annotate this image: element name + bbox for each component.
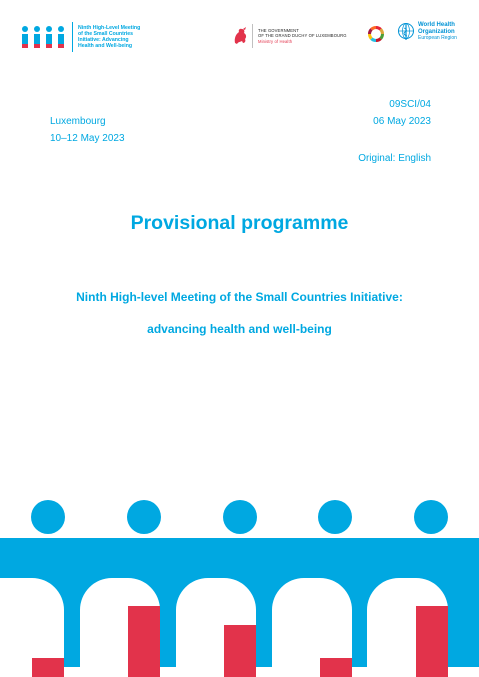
lux-ministry: Ministry of Health (258, 38, 293, 44)
meeting-location: Luxembourg (50, 116, 106, 127)
lux-logo-text (258, 28, 347, 44)
red-lion-icon (231, 26, 249, 46)
who-name-line: Organization (418, 28, 455, 35)
document-code: 09SCI/04 (389, 99, 431, 110)
sci-meeting-logo (20, 22, 140, 52)
figure-head (223, 500, 257, 534)
luxembourg-government-logo (231, 24, 347, 48)
sdg-wheel-icon (367, 25, 385, 43)
sci-logo-line: of the Small Countries (78, 31, 134, 37)
sci-logo-text (78, 25, 140, 49)
meeting-dates: 10–12 May 2023 (50, 133, 125, 144)
figure-leg (320, 658, 352, 677)
figure-head (127, 500, 161, 534)
document-date: 06 May 2023 (373, 116, 431, 127)
who-region: European Region (418, 35, 457, 42)
sci-logo-line: Health and Well-being (78, 43, 133, 49)
figure-head (31, 500, 65, 534)
figure-leg (416, 606, 448, 677)
document-original-language: Original: English (358, 153, 431, 164)
sci-logo-line: Initiative: Advancing (78, 37, 129, 43)
lux-line: OF THE GRAND DUCHY OF LUXEMBOURG (258, 33, 347, 39)
subtitle-line-2: advancing health and well-being (147, 322, 332, 336)
who-emblem-icon (397, 22, 415, 42)
figure-leg (32, 658, 64, 677)
figure-leg (224, 625, 256, 677)
sci-logo-line: Ninth High-Level Meeting (78, 25, 141, 31)
lux-line: THE GOVERNMENT (258, 28, 299, 34)
figure-leg (128, 606, 160, 677)
who-logo-text (418, 22, 457, 42)
people-figures-icon (20, 26, 66, 48)
figure-head (414, 500, 448, 534)
who-name-line: World Health (418, 22, 455, 29)
lux-divider (252, 24, 253, 48)
who-europe-logo (397, 22, 457, 42)
figure-head (318, 500, 352, 534)
page-title: Provisional programme (130, 212, 349, 234)
logo-divider (72, 22, 73, 52)
decorative-people-banner (0, 490, 479, 677)
subtitle-line-1: Ninth High-level Meeting of the Small Countries Initiative: (76, 290, 403, 304)
